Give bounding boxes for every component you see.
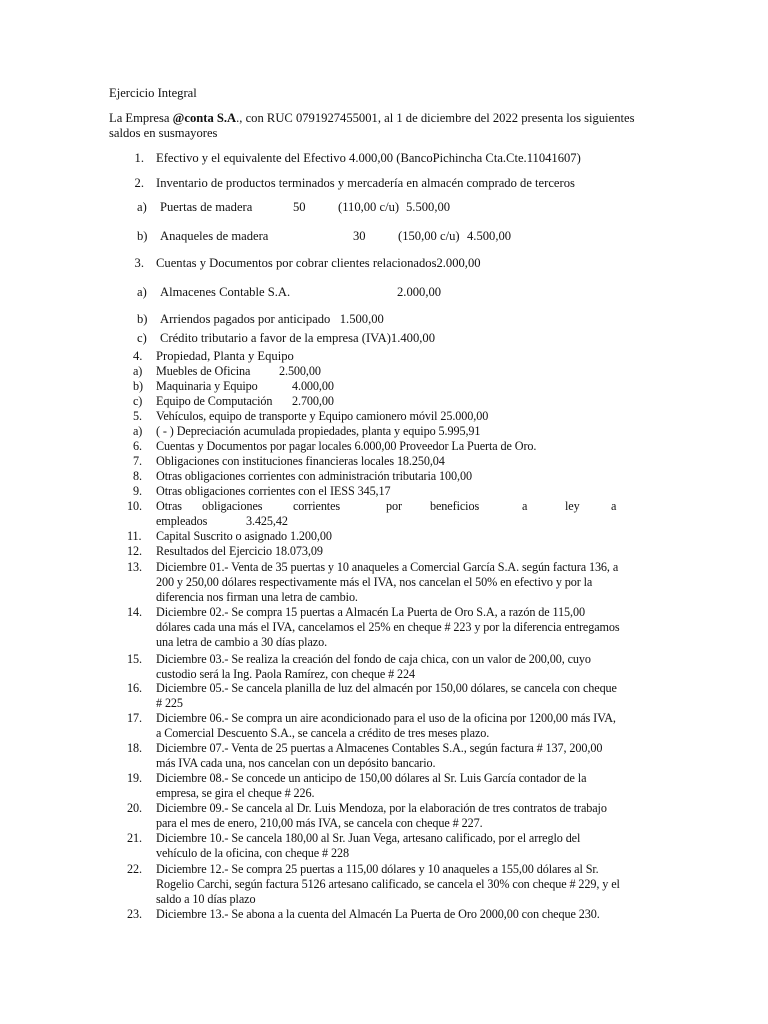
document-title: Ejercicio Integral <box>109 86 197 100</box>
sub-item-qty: 50 <box>293 200 306 214</box>
sub-item-letter: c) <box>137 331 147 345</box>
sub-item-letter: a) <box>137 285 147 299</box>
item-text: diferencia nos firman una letra de cambio. <box>156 590 358 604</box>
item-word: por <box>386 499 402 513</box>
item-number: 6. <box>133 439 142 453</box>
item-number: 15. <box>127 652 142 666</box>
sub-item-total: 5.500,00 <box>406 200 451 214</box>
sub-item-total: 4.500,00 <box>467 229 512 243</box>
item-text: vehículo de la oficina, con cheque # 228 <box>156 846 349 860</box>
item-text: Diciembre 03.- Se realiza la creación del fondo de caja chica, con un valor de 200,00, cuyo <box>156 652 591 666</box>
item-text: # 225 <box>156 696 183 710</box>
item-text: Efectivo y el equivalente del Efectivo 4.000,00 (BancoPichincha Cta.Cte.11041607) <box>156 151 581 165</box>
item-text: empresa, se gira el cheque # 226. <box>156 786 315 800</box>
item-number: 8. <box>133 469 142 483</box>
sub-item-letter: a) <box>133 424 143 438</box>
item-text: Diciembre 06.- Se compra un aire acondicionado para el uso de la oficina por 1200,00 más IVA, <box>156 711 616 725</box>
item-number: 9. <box>133 484 142 498</box>
item-word: beneficios <box>430 499 480 513</box>
item-number: 17. <box>127 711 142 725</box>
sub-item-text: Crédito tributario a favor de la empresa (IVA)1.400,00 <box>160 331 435 345</box>
sub-item-total: 2.700,00 <box>292 394 334 408</box>
item-text: para el mes de enero, 210,00 más IVA, se cancela con cheque # 227. <box>156 816 483 830</box>
item-text: Otras obligaciones corrientes con administración tributaria 100,00 <box>156 469 472 483</box>
sub-item-total: 2.500,00 <box>279 364 321 378</box>
item-number: 2. <box>134 176 144 190</box>
item-text: Diciembre 09.- Se cancela al Dr. Luis Mendoza, por la elaboración de tres contratos de trabajo <box>156 801 607 815</box>
item-text: más IVA cada una, nos cancelan con un depósito bancario. <box>156 756 436 770</box>
item-text: 200 y 250,00 dólares respectivamente más el IVA, nos cancelan el 50% en efectivo y por la <box>156 575 593 589</box>
item-number: 10. <box>127 499 142 513</box>
item-number: 12. <box>127 544 142 558</box>
sub-item-letter: a) <box>133 364 143 378</box>
item-number: 18. <box>127 741 142 755</box>
item-text: Diciembre 08.- Se concede un anticipo de 150,00 dólares al Sr. Luis García contador de la <box>156 771 587 785</box>
item-text: Vehículos, equipo de transporte y Equipo camionero móvil 25.000,00 <box>156 409 489 423</box>
item-text: Cuentas y Documentos por cobrar clientes relacionados2.000,00 <box>156 256 481 270</box>
item-number: 3. <box>134 256 144 270</box>
item-word: 3.425,42 <box>246 514 288 528</box>
item-text: una letra de cambio a 30 días plazo. <box>156 635 328 649</box>
intro-rest: ., con RUC 0791927455001, al 1 de diciembre del 2022 presenta los siguientes <box>236 111 635 125</box>
item-text: Diciembre 12.- Se compra 25 puertas a 115,00 dólares y 10 anaqueles a 155,00 dólares al Sr. <box>156 862 599 876</box>
item-number: 4. <box>133 349 143 363</box>
sub-item-letter: a) <box>137 200 147 214</box>
item-text: Otras obligaciones corrientes con el IESS 345,17 <box>156 484 391 498</box>
sub-item-label: Almacenes Contable S.A. <box>160 285 291 299</box>
intro-line-1 <box>109 111 635 126</box>
sub-item-label: Puertas de madera <box>160 200 253 214</box>
sub-item-letter: b) <box>137 312 148 326</box>
sub-item-text: ( - ) Depreciación acumulada propiedades, planta y equipo 5.995,91 <box>156 424 481 438</box>
sub-item-label: Maquinaria y Equipo <box>156 379 258 393</box>
item-number: 5. <box>133 409 142 423</box>
item-text: custodio será la Ing. Paola Ramírez, con cheque # 224 <box>156 667 416 681</box>
item-text: Inventario de productos terminados y mercadería en almacén comprado de terceros <box>156 176 575 190</box>
sub-item-price: (150,00 c/u) <box>398 229 460 243</box>
item-text: Rogelio Carchi, según factura 5126 artesano calificado, se cancela el 30% con cheque # 229, y el <box>156 877 620 891</box>
item-text: a Comercial Descuento S.A., se cancela a crédito de tres meses plazo. <box>156 726 490 740</box>
item-number: 22. <box>127 862 142 876</box>
item-word: obligaciones <box>202 499 263 513</box>
item-number: 11. <box>127 529 142 543</box>
item-text: Diciembre 07.- Venta de 25 puertas a Almacenes Contables S.A., según factura # 137, 200,00 <box>156 741 603 755</box>
item-word: empleados <box>156 514 208 528</box>
item-number: 7. <box>133 454 142 468</box>
item-text: dólares cada una más el IVA, cancelamos el 25% en cheque # 223 y por la diferencia entregamos <box>156 620 620 634</box>
item-number: 16. <box>127 681 142 695</box>
item-text: Diciembre 13.- Se abona a la cuenta del Almacén La Puerta de Oro 2000,00 con cheque 230. <box>156 907 600 921</box>
item-number: 21. <box>127 831 142 845</box>
item-text: Diciembre 02.- Se compra 15 puertas a Almacén La Puerta de Oro S.A, a razón de 115,00 <box>156 605 585 619</box>
item-word: ley <box>565 499 580 513</box>
intro-prefix: La Empresa <box>109 111 173 125</box>
sub-item-letter: b) <box>133 379 143 393</box>
item-text: Capital Suscrito o asignado 1.200,00 <box>156 529 332 543</box>
intro-line-2: saldos en susmayores <box>109 126 218 140</box>
sub-item-label: Equipo de Computación <box>156 394 273 408</box>
item-number: 14. <box>127 605 142 619</box>
item-text: Diciembre 10.- Se cancela 180,00 al Sr. Juan Vega, artesano calificado, por el arreglo del <box>156 831 581 845</box>
item-text: Cuentas y Documentos por pagar locales 6.000,00 Proveedor La Puerta de Oro. <box>156 439 537 453</box>
item-text: Propiedad, Planta y Equipo <box>156 349 294 363</box>
item-number: 13. <box>127 560 142 574</box>
item-word: a <box>522 499 528 513</box>
sub-item-letter: b) <box>137 229 148 243</box>
item-number: 1. <box>134 151 144 165</box>
item-word: a <box>611 499 617 513</box>
item-word: Otras <box>156 499 182 513</box>
item-text: Diciembre 01.- Venta de 35 puertas y 10 anaqueles a Comercial García S.A. según factura 136, a <box>156 560 619 574</box>
sub-item-total: 2.000,00 <box>397 285 442 299</box>
sub-item-total: 4.000,00 <box>292 379 334 393</box>
item-number: 19. <box>127 771 142 785</box>
sub-item-label: Muebles de Oficina <box>156 364 251 378</box>
sub-item-price: (110,00 c/u) <box>338 200 400 214</box>
item-text: saldo a 10 días plazo <box>156 892 256 906</box>
item-text: Obligaciones con instituciones financieras locales 18.250,04 <box>156 454 445 468</box>
sub-item-text: Arriendos pagados por anticipado 1.500,00 <box>160 312 384 326</box>
item-number: 20. <box>127 801 142 815</box>
item-text: Diciembre 05.- Se cancela planilla de luz del almacén por 150,00 dólares, se cancela con cheque <box>156 681 617 695</box>
sub-item-qty: 30 <box>353 229 366 243</box>
item-word: corrientes <box>293 499 341 513</box>
item-number: 23. <box>127 907 142 921</box>
company-name: @conta S.A <box>172 111 237 125</box>
sub-item-letter: c) <box>133 394 143 408</box>
item-text: Resultados del Ejercicio 18.073,09 <box>156 544 323 558</box>
sub-item-label: Anaqueles de madera <box>160 229 269 243</box>
